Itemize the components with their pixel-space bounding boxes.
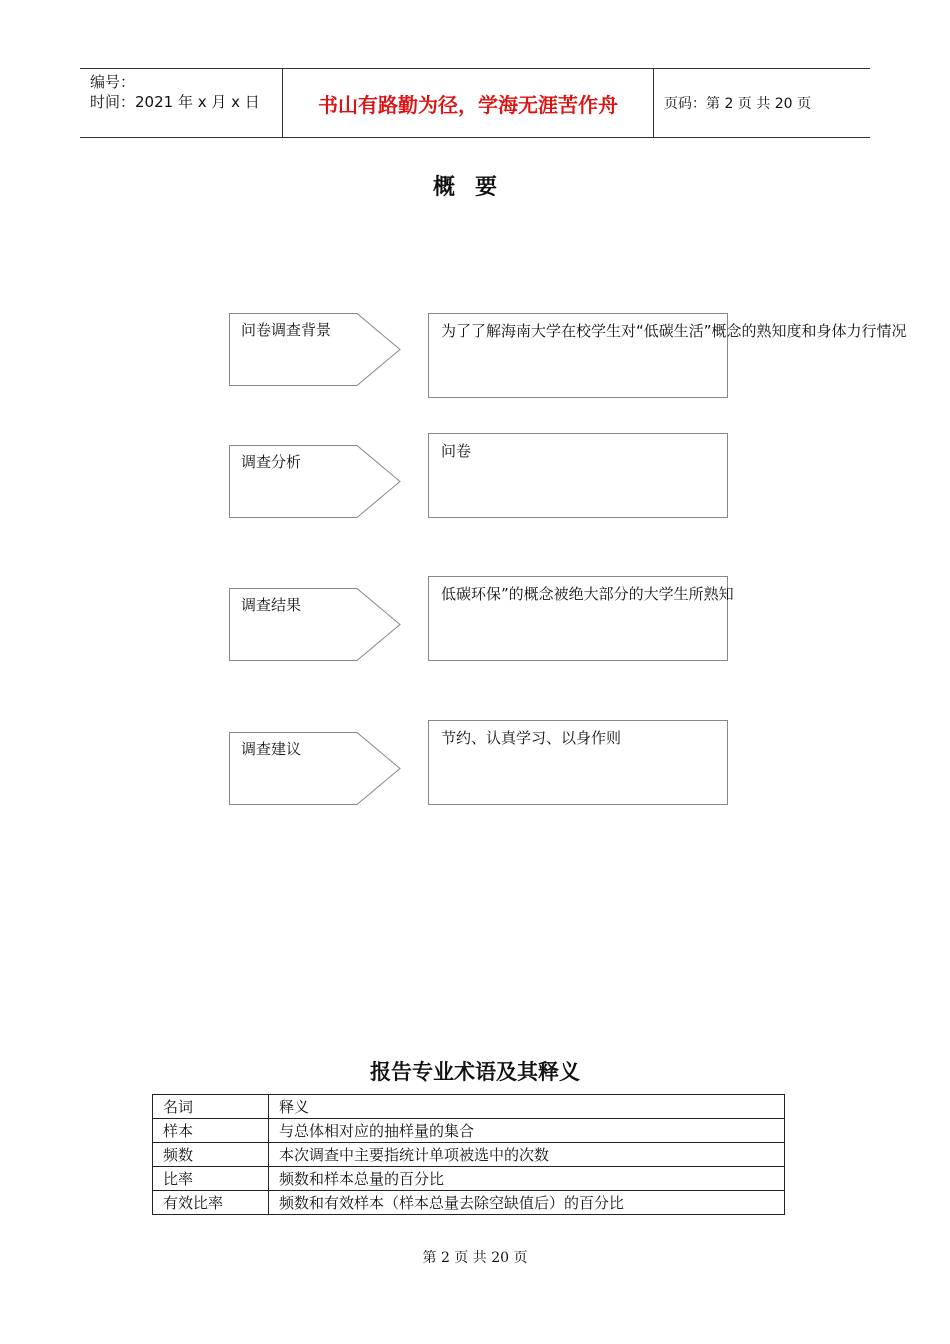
flow-box-results: [428, 576, 734, 661]
terms-table: [152, 1094, 785, 1215]
flow-arrow-suggestions: [229, 732, 401, 805]
term-cell: 比率: [153, 1167, 269, 1191]
definition-cell: 与总体相对应的抽样量的集合: [269, 1119, 785, 1143]
flow-label-suggestions: 调查建议: [241, 740, 302, 758]
term-cell: 有效比率: [153, 1191, 269, 1215]
flow-content-background: 为了了解海南大学在校学生对“低碳生活”概念的熟知度和身体力行情况: [441, 322, 907, 340]
definition-cell: 频数和有效样本（样本总量去除空缺值后）的百分比: [269, 1191, 785, 1215]
flow-box-analysis: [428, 433, 728, 518]
flow-label-background: 问卷调查背景: [241, 321, 332, 339]
flow-arrow-analysis: [229, 445, 401, 518]
terms-section-title: 报告专业术语及其释义: [370, 1060, 580, 1084]
flow-content-suggestions: 节约、认真学习、以身作则: [441, 729, 622, 747]
page-title: 概要: [432, 175, 517, 200]
flow-content-results: 低碳环保”的概念被绝大部分的大学生所熟知: [441, 585, 734, 603]
flow-label-results: 调查结果: [241, 596, 302, 614]
header-meta: [80, 69, 282, 137]
table-row: [153, 1119, 785, 1143]
page-footer: 第 2 页 共 20 页: [422, 1250, 528, 1266]
serial-label: 编号：: [90, 73, 136, 91]
flow-arrow-background: [229, 313, 401, 386]
table-header-row: [153, 1095, 785, 1119]
term-cell: 频数: [153, 1143, 269, 1167]
definition-cell: 频数和样本总量的百分比: [269, 1167, 785, 1191]
flow-arrow-results: [229, 588, 401, 661]
header-page-info: 页码：第 2 页 共 20 页: [664, 96, 811, 112]
flow-content-analysis: 问卷: [441, 442, 472, 460]
table-row: [153, 1191, 785, 1215]
date-label: 时间：2021 年 x 月 x 日: [90, 93, 260, 111]
definition-cell: 本次调查中主要指统计单项被选中的次数: [269, 1143, 785, 1167]
term-cell: 样本: [153, 1119, 269, 1143]
flow-box-suggestions: [428, 720, 728, 805]
page-header: [80, 68, 870, 138]
table-row: [153, 1167, 785, 1191]
flow-box-background: [428, 313, 907, 398]
header-cell-term: 名词: [153, 1095, 269, 1119]
table-row: [153, 1143, 785, 1167]
flow-label-analysis: 调查分析: [241, 453, 302, 471]
header-motto: 书山有路勤为径，学海无涯苦作舟: [282, 69, 654, 137]
header-cell-definition: 释义: [269, 1095, 785, 1119]
